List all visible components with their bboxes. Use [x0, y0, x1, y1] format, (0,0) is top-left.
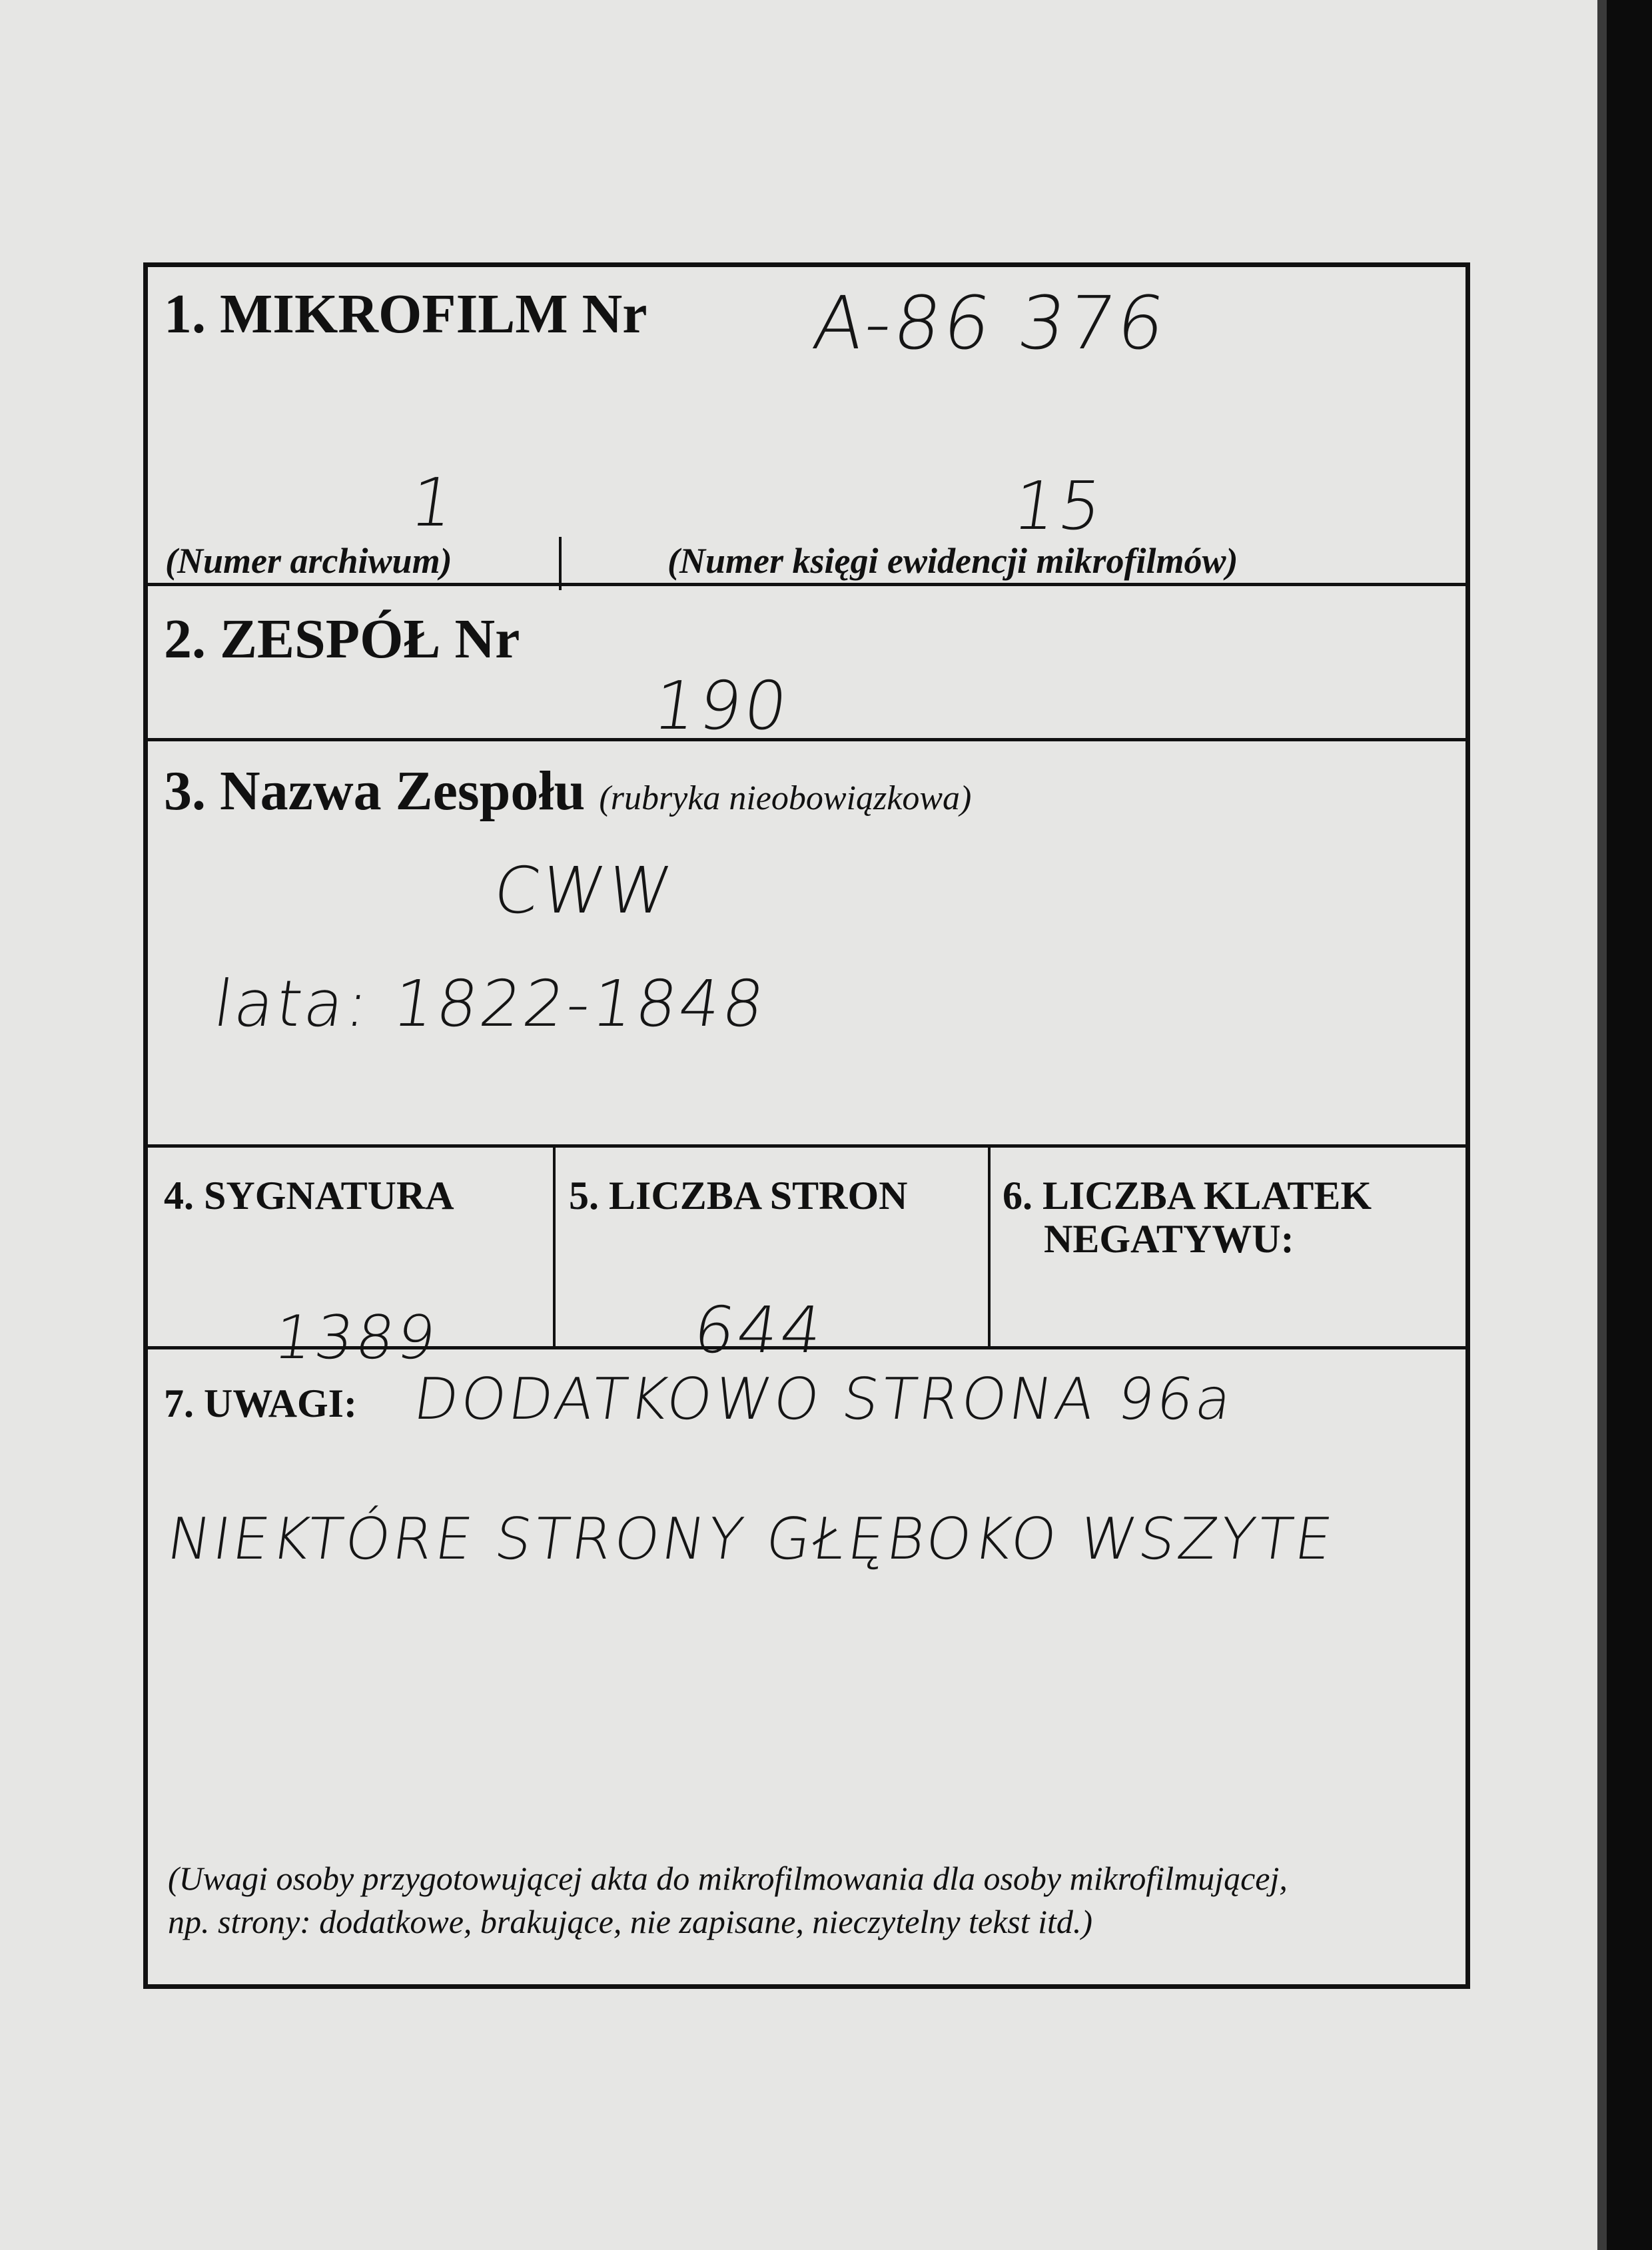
divider [988, 1144, 991, 1348]
fond-name-note: (rubryka nieobowiązkowa) [599, 779, 972, 817]
frame-count-label-line1: 6. LICZBA KLATEK [1003, 1174, 1372, 1218]
archive-number-label: (Numer archiwum) [165, 541, 452, 581]
divider [148, 1346, 1465, 1349]
fond-name-label: 3. Nazwa Zespołu (rubryka nieobowiązkowa) [164, 760, 972, 822]
microfilm-number-value: A-86 376 [808, 280, 1173, 366]
scan-edge-shadow [1597, 0, 1607, 2250]
register-number-label: (Numer księgi ewidencji mikrofilmów) [667, 541, 1238, 581]
divider [148, 738, 1465, 741]
signature-label: 4. SYGNATURA [164, 1174, 454, 1218]
page-count-label: 5. LICZBA STRON [569, 1174, 908, 1218]
signature-value: 1389 [269, 1303, 443, 1373]
page-count-value: 644 [689, 1293, 830, 1367]
fond-number-value: 190 [648, 667, 795, 745]
archive-number-value: 1 [405, 464, 462, 542]
remarks-line-1: DODATKOWO STRONA 96a [409, 1366, 1238, 1433]
fond-name-value: CWW [489, 853, 679, 928]
divider [553, 1144, 556, 1348]
divider [148, 1144, 1465, 1148]
divider [559, 537, 562, 590]
remarks-line-2: NIEKTÓRE STRONY GŁĘBOKO WSZYTE [163, 1506, 1339, 1573]
fond-number-label: 2. ZESPÓŁ Nr [164, 608, 520, 670]
fond-years-value: lata: 1822-1848 [209, 966, 771, 1041]
divider [148, 583, 1465, 586]
microfilm-number-label: 1. MIKROFILM Nr [164, 283, 647, 345]
remarks-footnote-1: (Uwagi osoby przygotowującej akta do mikrofilmowania dla osoby mikrofilmującej, [168, 1860, 1288, 1897]
remarks-label: 7. UWAGI: [164, 1381, 358, 1425]
frame-count-label-line2: NEGATYWU: [1044, 1217, 1294, 1261]
register-number-value: 15 [1008, 467, 1110, 545]
scan-edge [1607, 0, 1652, 2250]
remarks-footnote-2: np. strony: dodatkowe, brakujące, nie zapisane, nieczytelny tekst itd.) [168, 1903, 1093, 1940]
microfilm-form [143, 262, 1470, 1989]
